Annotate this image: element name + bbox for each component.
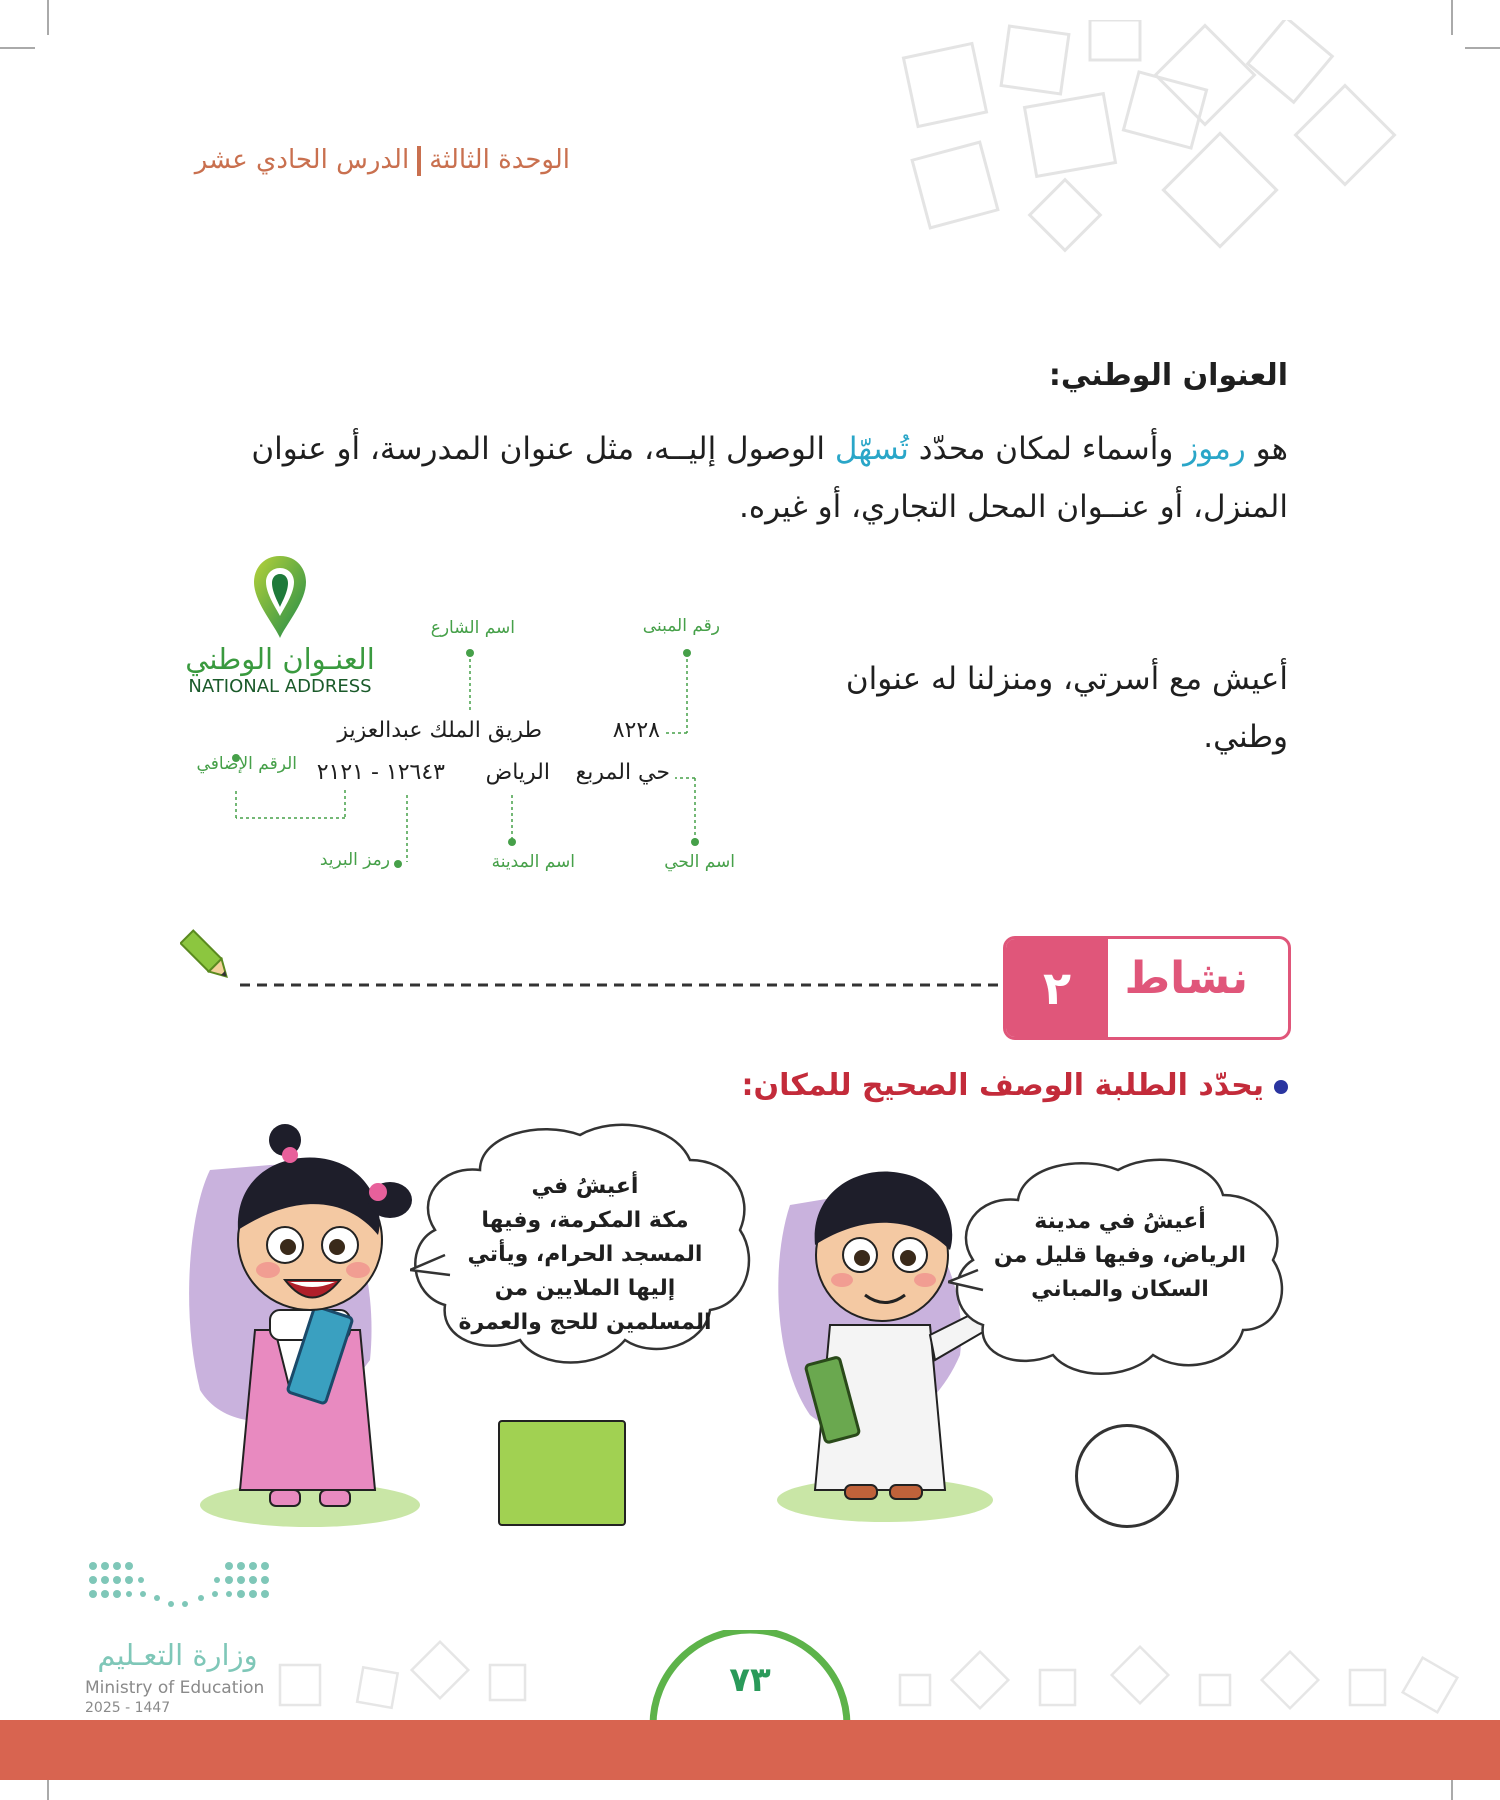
lesson-title: الدرس الحادي عشر bbox=[194, 145, 410, 175]
speech-line: الرياض، وفيها قليل من bbox=[993, 1243, 1247, 1268]
activity-label: نشاط bbox=[1124, 953, 1248, 1004]
street-name-label: اسم الشارع bbox=[430, 618, 515, 638]
instruction-label: يحدّد الطلبة الوصف الصحيح للمكان: bbox=[741, 1068, 1264, 1103]
speech-line: أعيشُ في bbox=[531, 1174, 639, 1199]
speech-line: إليها الملايين من bbox=[494, 1276, 676, 1301]
highlighted-word: تُسهّل bbox=[834, 431, 909, 467]
city-name-label: اسم المدينة bbox=[491, 852, 575, 872]
footer-bar bbox=[0, 1720, 1500, 1780]
national-address-logo-arabic: العنـوان الوطني bbox=[185, 642, 375, 676]
girl-speech-text bbox=[425, 1170, 745, 1340]
speech-line: المسلمين للحج والعمرة bbox=[458, 1310, 712, 1335]
national-address-logo-english: NATIONAL ADDRESS bbox=[188, 676, 372, 697]
speech-line: مكة المكرمة، وفيها bbox=[481, 1208, 689, 1233]
activity-number: ٢ bbox=[1006, 939, 1108, 1037]
statement-text: أعيش مع أسرتي، ومنزلنا له عنوان وطني. bbox=[845, 661, 1288, 755]
edition-year: 2025 - 1447 bbox=[85, 1700, 171, 1716]
pencil-icon bbox=[180, 925, 232, 987]
paragraph-text: وأسماء لمكان محدّد bbox=[908, 431, 1184, 467]
city-value: الرياض bbox=[485, 760, 550, 785]
postal-code-label: رمز البريد bbox=[319, 850, 390, 870]
section-heading: العنوان الوطني: bbox=[1048, 358, 1288, 393]
ministry-name-english: Ministry of Education bbox=[85, 1678, 265, 1698]
ministry-logo-dots bbox=[85, 1558, 275, 1618]
dashed-divider bbox=[240, 980, 1010, 990]
speech-line: أعيشُ في مدينة bbox=[1034, 1209, 1206, 1234]
building-number-label: رقم المبنى bbox=[642, 616, 720, 636]
answer-box-circle[interactable] bbox=[1075, 1424, 1179, 1528]
postal-code-value: ١٢٦٤٣ - ٢١٢١ bbox=[316, 760, 445, 785]
speech-line: السكان والمباني bbox=[1031, 1277, 1209, 1302]
activity-badge bbox=[1003, 936, 1291, 1040]
instruction-text bbox=[742, 1068, 1288, 1103]
paragraph-text: هو bbox=[1245, 431, 1288, 467]
boy-speech-text bbox=[985, 1205, 1255, 1307]
street-value: طريق الملك عبدالعزيز bbox=[337, 718, 542, 743]
district-value: حي المربع bbox=[575, 760, 670, 785]
bullet-icon bbox=[1274, 1080, 1288, 1094]
additional-number-label: الرقم الإضافي bbox=[196, 754, 297, 774]
decorative-pattern-bottom bbox=[260, 1620, 1500, 1720]
answer-box-square[interactable] bbox=[498, 1420, 626, 1526]
building-number-value: ٨٢٢٨ bbox=[612, 718, 660, 743]
paragraph-text: الوصول إليــه، مثل عنوان المدرسة، أو عنوان المنزل، أو عنــوان المحل التجاري، أو غيره. bbox=[251, 431, 1288, 525]
speech-line: المسجد الحرام، ويأتي bbox=[467, 1242, 703, 1267]
district-name-label: اسم الحي bbox=[664, 852, 735, 872]
highlighted-word: رموز bbox=[1183, 431, 1246, 467]
page-number: ٧٣ bbox=[729, 1660, 771, 1700]
ministry-name-arabic: وزارة التعـليم bbox=[97, 1638, 258, 1672]
unit-title: الوحدة الثالثة bbox=[429, 145, 570, 175]
